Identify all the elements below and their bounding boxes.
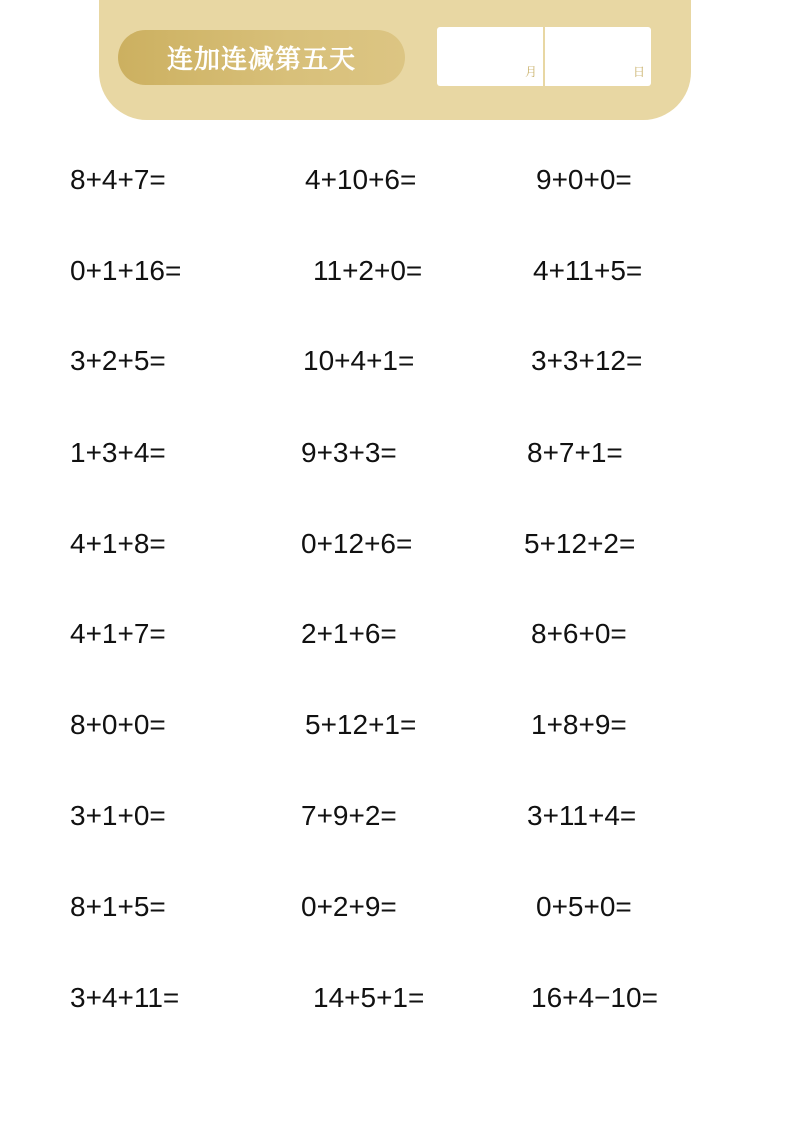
problem: 9+0+0= bbox=[536, 164, 632, 195]
problem: 8+6+0= bbox=[531, 618, 627, 649]
problem: 7+9+2= bbox=[301, 800, 397, 831]
problem: 16+4−10= bbox=[531, 982, 658, 1013]
problem: 5+12+1= bbox=[305, 709, 417, 740]
problem: 4+1+7= bbox=[70, 618, 166, 649]
problem: 8+1+5= bbox=[70, 891, 166, 922]
problem: 0+2+9= bbox=[301, 891, 397, 922]
problem: 0+1+16= bbox=[70, 255, 182, 286]
problem: 3+11+4= bbox=[527, 800, 637, 831]
title-pill bbox=[118, 30, 405, 85]
problem: 5+12+2= bbox=[524, 528, 636, 559]
problem: 1+3+4= bbox=[70, 437, 166, 468]
problem: 8+4+7= bbox=[70, 164, 166, 195]
date-box bbox=[437, 27, 651, 86]
problem: 10+4+1= bbox=[303, 345, 415, 376]
worksheet-title: 连加连减第五天 bbox=[166, 45, 356, 75]
problem: 1+8+9= bbox=[531, 709, 627, 740]
problem: 4+10+6= bbox=[305, 164, 417, 195]
problem: 2+1+6= bbox=[301, 618, 397, 649]
problem: 8+0+0= bbox=[70, 709, 166, 740]
problem: 3+1+0= bbox=[70, 800, 166, 831]
problem: 0+12+6= bbox=[301, 528, 413, 559]
month-field[interactable] bbox=[437, 27, 543, 86]
problem: 9+3+3= bbox=[301, 437, 397, 468]
problem: 11+2+0= bbox=[313, 255, 423, 286]
day-label: 日 bbox=[632, 65, 645, 79]
problem: 3+2+5= bbox=[70, 345, 166, 376]
problem: 3+3+12= bbox=[531, 345, 643, 376]
problem: 14+5+1= bbox=[313, 982, 425, 1013]
problem: 4+11+5= bbox=[533, 255, 643, 286]
month-label: 月 bbox=[524, 65, 537, 79]
day-field[interactable] bbox=[543, 27, 651, 86]
problem: 0+5+0= bbox=[536, 891, 632, 922]
problem: 8+7+1= bbox=[527, 437, 623, 468]
problem: 4+1+8= bbox=[70, 528, 166, 559]
problem: 3+4+11= bbox=[70, 982, 180, 1013]
